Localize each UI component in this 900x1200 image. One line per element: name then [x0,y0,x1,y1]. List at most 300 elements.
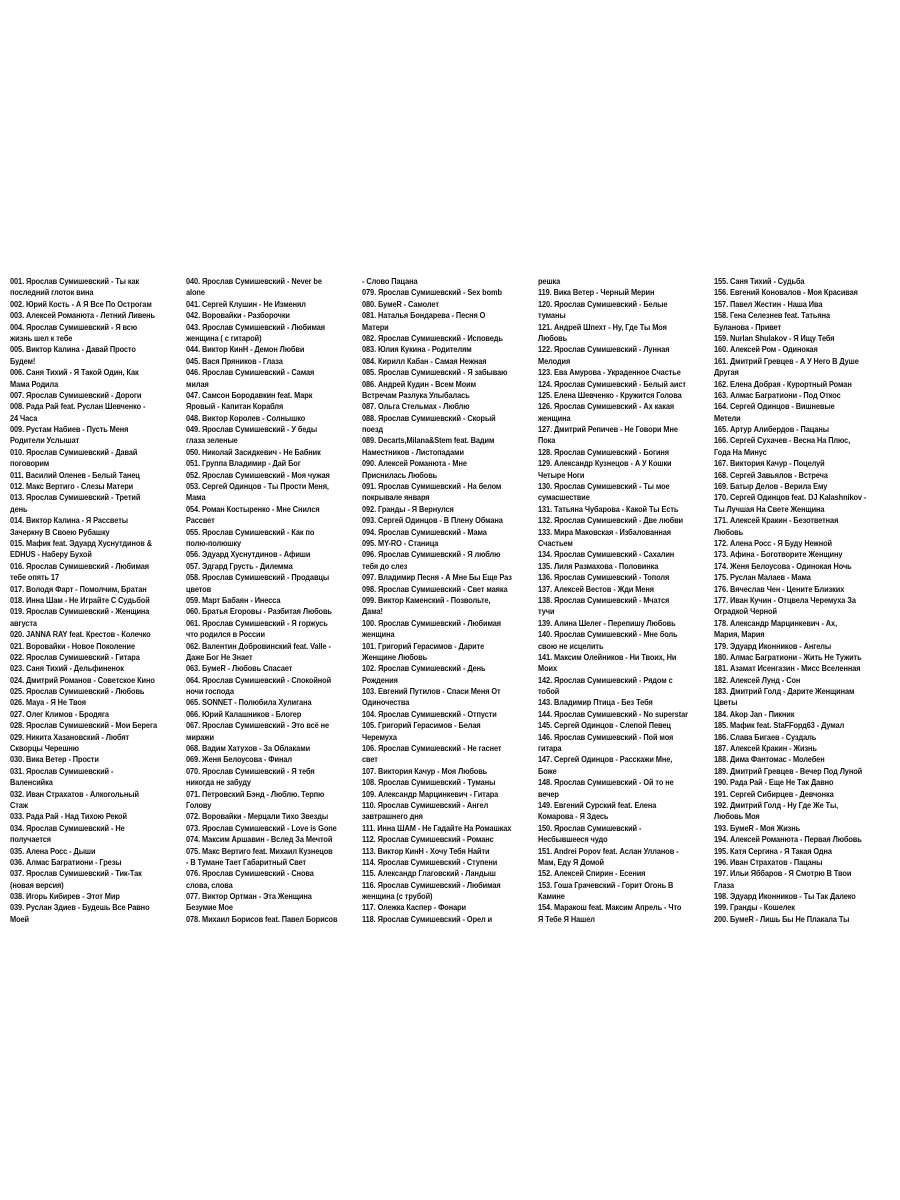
track-line [186,846,356,857]
track-line [10,299,180,310]
track-text: Цветы [714,697,738,708]
track-line [714,299,884,310]
track-text: 014. Виктор Калина - Я Рассветы [10,515,128,526]
track-text: 033. Рада Рай - Над Тихою Рекой [10,811,127,822]
track-text: 075. Макс Вертиго feat. Михаил Кузнецов [186,845,333,856]
track-line [714,572,884,583]
track-line [186,458,356,469]
track-line [10,527,180,538]
track-line [186,857,356,868]
track-line [538,743,708,754]
track-text: 194. Алексей Романюта - Первая Любовь [714,834,862,845]
track-text: тебе опять 17 [10,572,59,583]
track-text: 038. Игорь Кибирев - Этот Мир [10,891,120,902]
track-line [10,481,180,492]
track-text: 098. Ярослав Сумишевский - Свет маяка [362,583,508,594]
track-line [362,720,532,731]
track-line [186,287,356,298]
track-text: Камине [538,891,565,902]
track-text: 119. Вика Ветер - Черный Мерин [538,287,655,298]
track-text: 078. Михаил Борисов feat. Павел Борисов [186,913,338,924]
track-text: женщина [362,629,395,640]
track-line [538,902,708,913]
track-line [186,515,356,526]
track-line [538,322,708,333]
track-line [186,697,356,708]
track-text: 032. Иван Страхатов - Алкогольный [10,788,139,799]
track-text: тобой [538,686,560,697]
track-text: 034. Ярослав Сумишевский - Не [10,822,125,833]
track-text: 019. Ярослав Сумишевский - Женщина [10,606,150,617]
track-text: 015. Мафик feat. Эдуард Хуснутдинов & [10,537,152,548]
track-text: Буланова - Привет [714,321,782,332]
track-line [714,515,884,526]
track-line [362,287,532,298]
track-line [714,789,884,800]
track-text: Зачеркну В Своею Рубашку [10,526,110,537]
track-line [714,492,884,503]
track-text: 156. Евгений Коновалов - Моя Красивая [714,287,858,298]
track-line [10,401,180,412]
track-text: 011. Василий Оленев - Белый Танец [10,469,140,480]
track-line [714,527,884,538]
track-text: 063. БумеR - Любовь Спасает [186,663,293,674]
track-text: 088. Ярослав Сумишевский - Скорый [362,412,496,423]
track-text: 164. Сергей Одинцов - Вишневые [714,401,835,412]
track-line [362,379,532,390]
track-line [714,504,884,515]
track-line [714,401,884,412]
track-line [362,846,532,857]
track-line [362,811,532,822]
track-text: 191. Сергей Сибирцев - Девчонка [714,788,834,799]
track-line [362,515,532,526]
track-text: 108. Ярослав Сумишевский - Туманы [362,777,496,788]
track-line [362,868,532,879]
track-text: 042. Воровайки - Разборочки [186,310,290,321]
track-text: 111. Инна ШАМ - Не Гадайте На Ромашках [362,822,512,833]
track-line [10,868,180,879]
track-text: Счастьем [538,537,573,548]
track-text: решка [538,276,561,286]
track-line [10,766,180,777]
track-line [362,789,532,800]
track-text: покрывале января [362,492,430,503]
track-text: Валенсийка [10,777,53,788]
track-text: Ты Лучшая На Свете Женщина [714,503,825,514]
track-text: 161. Дмитрий Гревцев - А У Него В Душе [714,355,859,366]
playlist-column-5 [714,276,890,936]
track-line [186,527,356,538]
track-text: 047. Самсон Бородавкин feat. Марк [186,389,313,400]
track-line [186,789,356,800]
track-text: 070. Ярослав Сумишевский - Я тебя [186,765,315,776]
track-line [362,435,532,446]
track-line [186,549,356,560]
track-text: 073. Ярослав Сумишевский - Love is Gone [186,822,337,833]
track-text: 139. Алина Шелег - Перепишу Любовь [538,617,676,628]
track-text: 140. Ярослав Сумишевский - Мне боль [538,629,678,640]
track-text: 104. Ярослав Сумишевский - Отпусти [362,708,497,719]
track-text: 016. Ярослав Сумишевский - Любимая [10,560,150,571]
track-text: 084. Кирилл Кабан - Самая Нежная [362,355,487,366]
track-line [714,709,884,720]
track-text: 132. Ярослав Сумишевский - Две любви [538,515,683,526]
track-line [10,367,180,378]
track-line [714,595,884,606]
track-text: 013. Ярослав Сумишевский - Третий [10,492,141,503]
track-text: Любовь [714,526,744,537]
track-text: 105. Григорий Герасимов - Белая [362,720,481,731]
track-text: 101. Григорий Герасимов - Дарите [362,640,485,651]
track-line [186,618,356,629]
track-line [362,686,532,697]
track-text: 189. Дмитрий Гревцев - Вечер Под Луной [714,765,863,776]
track-line [714,435,884,446]
track-line [714,777,884,788]
track-text: Года На Минус [714,446,767,457]
track-line [10,276,180,287]
track-line [10,777,180,788]
track-text: 149. Евгений Сурский feat. Елена [538,799,657,810]
track-line [186,743,356,754]
track-text: 058. Ярослав Сумишевский - Продавцы [186,572,330,583]
track-text: 037. Ярослав Сумишевский - Тик-Так [10,868,142,879]
track-text: Женщине Любовь [362,651,428,662]
track-line [10,823,180,834]
track-line [362,481,532,492]
track-line [714,766,884,777]
track-line [10,629,180,640]
track-line [186,732,356,743]
track-text: гитара [538,743,562,754]
track-text: цветов [186,583,212,594]
track-line [10,686,180,697]
track-text: 025. Ярослав Сумишевский - Любовь [10,686,145,697]
track-text: Оградкой Черной [714,606,777,617]
track-text: 081. Наталья Бондарева - Песня О [362,310,486,321]
track-line [10,732,180,743]
track-text: 142. Ярослав Сумишевский - Рядом с [538,674,673,685]
track-line [362,652,532,663]
track-line [362,572,532,583]
track-text: (новая версия) [10,879,64,890]
track-text: 064. Ярослав Сумишевский - Спокойной [186,674,332,685]
track-text: 050. Николай Засидкевич - Не Бабник [186,446,321,457]
track-text: 167. Виктория Качур - Поцелуй [714,458,825,469]
track-line [10,902,180,913]
track-text: 068. Вадим Хатухов - За Облаками [186,743,311,754]
track-line [186,891,356,902]
track-line [538,584,708,595]
track-text: Матери [362,321,389,332]
track-line [538,800,708,811]
track-text: 103. Евгений Путилов - Спаси Меня От [362,686,501,697]
track-text: жизнь шел к тебе [10,332,73,343]
track-line [538,572,708,583]
track-text: 072. Воровайки - Мерцали Тихо Звезды [186,811,329,822]
track-text: 045. Вася Пряников - Глаза [186,355,283,366]
track-text: 071. Петровский Бэнд - Люблю. Терпю [186,788,325,799]
track-line [186,709,356,720]
track-line [714,344,884,355]
track-line [362,880,532,891]
track-line [10,458,180,469]
track-text: тебя до слез [362,560,408,571]
track-text: 190. Рада Рай - Еще Не Так Давно [714,777,834,788]
track-line [714,720,884,731]
track-text: 061. Ярослав Сумишевский - Я горжусь [186,617,328,628]
track-line [362,618,532,629]
track-line [186,481,356,492]
track-line [714,823,884,834]
track-line [10,333,180,344]
track-line [538,504,708,515]
track-line [10,470,180,481]
track-text: 009. Рустам Набиев - Пусть Меня [10,424,129,435]
track-text: Рассвет [186,515,215,526]
track-text: 106. Ярослав Сумишевский - Не гаснет [362,743,502,754]
track-text: 100. Ярослав Сумишевский - Любимая [362,617,502,628]
track-line [362,584,532,595]
track-text: 166. Сергей Сухачев - Весна На Плюс, [714,435,851,446]
track-text: 151. Andrei Popov feat. Аслан Улланов - [538,845,679,856]
track-text: 157. Павел Жестин - Наша Ива [714,298,823,309]
track-line [186,447,356,458]
track-text: 082. Ярослав Сумишевский - Исповедь [362,332,503,343]
track-text: 029. Никита Хазановский - Любят [10,731,130,742]
track-line [186,344,356,355]
track-line [714,629,884,640]
track-line [362,697,532,708]
track-text: 150. Ярослав Сумишевский - [538,822,642,833]
track-text: Стаж [10,799,28,810]
track-line [714,424,884,435]
track-line [538,287,708,298]
track-text: 148. Ярослав Сумишевский - Ой то не [538,777,674,788]
track-line [10,413,180,424]
track-line [714,618,884,629]
track-line [186,595,356,606]
track-text: alone [186,287,205,298]
track-line [714,743,884,754]
track-line [538,390,708,401]
track-text: 092. Гранды - Я Вернулся [362,503,454,514]
track-text: 116. Ярослав Сумишевский - Любимая [362,879,501,890]
track-text: Голову [186,799,212,810]
track-text: 067. Ярослав Сумишевский - Это всё не [186,720,330,731]
track-text: Даже Бог Не Знает [186,651,253,662]
track-text: 089. Decarts,Milana&Stem feat. Вадим [362,435,495,446]
track-text: 159. Nurlan Shulakov - Я Ищу Тебя [714,332,835,343]
track-text: 028. Ярослав Сумишевский - Мои Берега [10,720,157,731]
track-line [538,606,708,617]
track-line [714,641,884,652]
track-line [362,641,532,652]
track-text: 153. Гоша Грачевский - Горит Огонь В [538,879,674,890]
track-line [714,447,884,458]
track-text: 182. Алексей Лунд - Сон [714,674,801,685]
track-text: 154. Маракош feat. Максим Апрель - Что [538,902,682,913]
track-text: Яровый - Капитан Корабля [186,401,284,412]
track-text: Рождения [362,674,398,685]
track-text: 184. Akop Jan - Пикник [714,708,795,719]
track-line [10,447,180,458]
track-line [186,777,356,788]
track-line [362,322,532,333]
track-line [10,379,180,390]
track-line [10,606,180,617]
track-line [10,697,180,708]
track-line [538,652,708,663]
track-line [362,914,532,925]
track-text: 094. Ярослав Сумишевский - Мама [362,526,487,537]
track-text: Четыре Ноги [538,469,585,480]
track-text: Любовь Моя [714,811,760,822]
track-text: 185. Мафик feat. StaFFорд63 - Думал [714,720,845,731]
track-line [186,356,356,367]
track-line [186,435,356,446]
track-line [538,310,708,321]
track-text: 053. Сергей Одинцов - Ты Прости Меня, [186,481,329,492]
playlist-column-2 [186,276,362,936]
track-line [362,424,532,435]
track-line [10,789,180,800]
track-text: 091. Ярослав Сумишевский - На белом [362,481,502,492]
track-text: 086. Андрей Кудин - Всем Моим [362,378,477,389]
track-text: 017. Володя Фарт - Помолчим, Братан [10,583,147,594]
track-line [538,538,708,549]
track-text: 180. Алмас Багратиони - Жить Не Тужить [714,651,862,662]
track-text: Пока [538,435,556,446]
track-text: 099. Виктор Каменский - Позвольте, [362,594,491,605]
track-line [10,720,180,731]
track-line [714,606,884,617]
track-line [186,675,356,686]
track-line [714,902,884,913]
track-text: 133. Мира Маковская - Избалованная [538,526,672,537]
track-line [362,777,532,788]
track-line [538,686,708,697]
track-text: получается [10,834,52,845]
track-line [538,367,708,378]
track-line [186,766,356,777]
track-line [538,413,708,424]
track-text: вечер [538,788,559,799]
track-text: Мама [186,492,206,503]
track-text: 052. Ярослав Сумишевский - Моя чужая [186,469,330,480]
track-line [10,310,180,321]
track-text: 049. Ярослав Сумишевский - У беды [186,424,318,435]
track-line [186,413,356,424]
track-text: 054. Роман Костыренко - Мне Снился [186,503,320,514]
track-line [538,834,708,845]
track-line [538,868,708,879]
track-line [714,811,884,822]
track-line [10,641,180,652]
track-line [10,846,180,857]
track-text: 126. Ярослав Сумишевский - Ах какая [538,401,675,412]
track-line [186,299,356,310]
track-line [714,333,884,344]
track-text: 005. Виктор Калина - Давай Просто [10,344,136,355]
track-text: 177. Иван Кучин - Отцвела Черемуха За [714,594,856,605]
track-text: 043. Ярослав Сумишевский - Любимая [186,321,326,332]
track-text: 040. Ярослав Сумишевский - Never be [186,276,322,286]
track-text: 036. Алмас Багратиони - Грезы [10,856,122,867]
track-text: 059. Март Бабаян - Инесса [186,594,281,605]
playlist-column-4 [538,276,714,936]
track-text: 062. Валентин Добровинский feat. Valle - [186,640,331,651]
track-line [714,538,884,549]
track-text: 093. Сергей Одинцов - В Плену Обмана [362,515,503,526]
track-text: 113. Виктор КинН - Хочу Тебя Найти [362,845,490,856]
track-line [10,652,180,663]
track-line [538,492,708,503]
track-text: 137. Алексей Вестов - Жди Меня [538,583,654,594]
track-text: 041. Сергей Клушин - Не Изменял [186,298,306,309]
track-line [362,823,532,834]
track-line [714,379,884,390]
track-text: 056. Эдуард Хуснутдинов - Афиши [186,549,311,560]
track-line [538,527,708,538]
track-line [362,732,532,743]
track-line [362,663,532,674]
track-line [714,322,884,333]
track-text: 123. Ева Амурова - Украденное Счастье [538,367,681,378]
track-text: 097. Владимир Песня - А Мне Бы Еще Раз [362,572,512,583]
track-line [10,424,180,435]
track-line [362,549,532,560]
track-line [538,333,708,344]
track-text: поезд [362,424,384,435]
track-text: Моей [10,913,29,924]
track-line [362,447,532,458]
track-text: поговорим [10,458,50,469]
track-line [362,766,532,777]
track-text: 192. Дмитрий Голд - Ну Где Же Ты, [714,799,839,810]
track-line [10,435,180,446]
track-text: 107. Виктория Качур - Моя Любовь [362,765,488,776]
track-text: 144. Ярослав Сумишевский - No superstar [538,708,688,719]
track-line [186,800,356,811]
track-text: Комарова - Я Здесь [538,811,609,822]
track-text: 060. Братья Егоровы - Разбитая Любовь [186,606,332,617]
track-text: 003. Алексей Романюта - Летний Ливень [10,310,155,321]
track-line [186,424,356,435]
track-text: 065. SONNET - Полюбила Хулигана [186,697,312,708]
track-text: ночи господа [186,686,234,697]
track-text: 152. Алексей Спирин - Есения [538,868,646,879]
track-text: 121. Андрей Шпехт - Ну, Где Ты Моя [538,321,667,332]
track-text: Черемуха [362,731,397,742]
track-text: женщина (с трубой) [362,891,433,902]
track-line [362,561,532,572]
track-text: 131. Татьяна Чубарова - Какой Ты Есть [538,503,679,514]
track-line [186,379,356,390]
track-text: 112. Ярослав Сумишевский - Романс [362,834,494,845]
track-line [362,310,532,321]
track-line [538,595,708,606]
track-text: Мам, Еду Я Домой [538,856,605,867]
track-text: 085. Ярослав Сумишевский - Я забываю [362,367,508,378]
track-text: Будем! [10,355,36,366]
track-text: 160. Алексей Ром - Одинокая [714,344,818,355]
track-text: 102. Ярослав Сумишевский - День [362,663,486,674]
track-line [714,732,884,743]
track-line [538,720,708,731]
track-line [186,401,356,412]
